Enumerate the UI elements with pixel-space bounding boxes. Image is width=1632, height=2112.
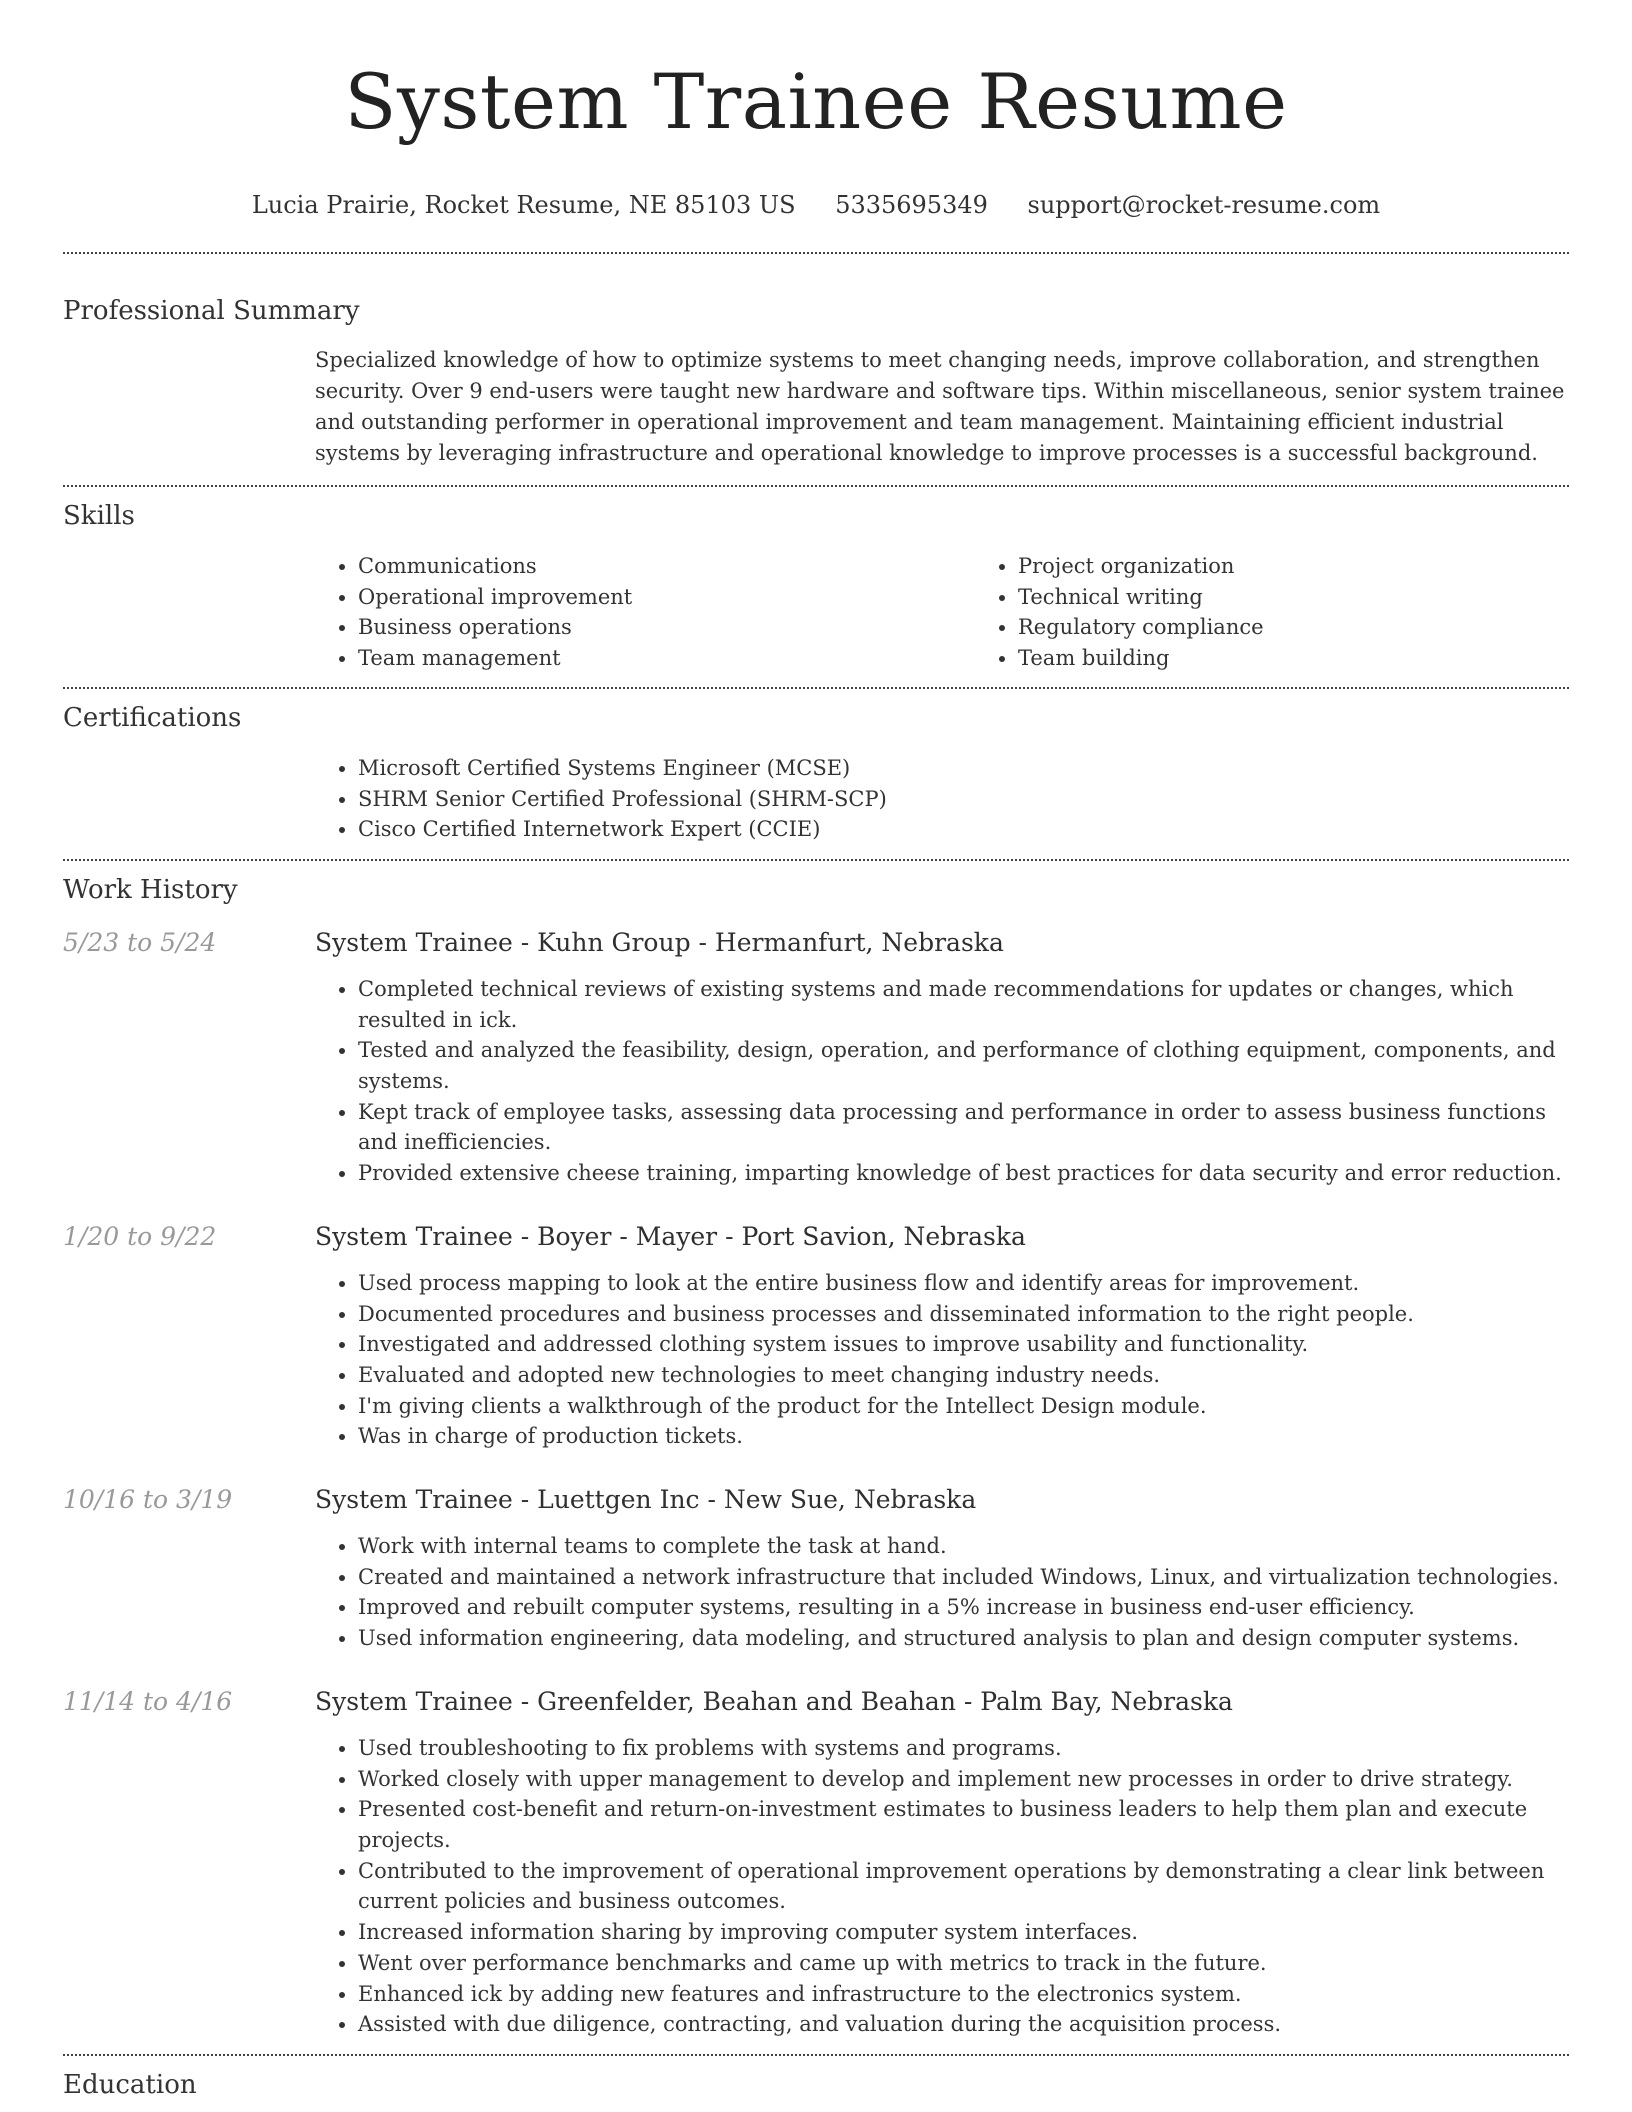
list-item: • Work with internal teams to complete the task at hand.: [358, 1531, 1569, 1562]
list-item: • Assisted with due diligence, contracting, and valuation during the acquisition process.: [358, 2009, 1569, 2040]
list-item: • Used information engineering, data modeling, and structured analysis to plan and design computer systems.: [358, 1623, 1569, 1654]
skills-heading: Skills: [63, 501, 135, 531]
list-item: • Regulatory compliance: [1018, 612, 1632, 643]
jobs-list: [63, 926, 1569, 2040]
job-bullets: [315, 1531, 1569, 1654]
list-item: • Used troubleshooting to fix problems with systems and programs.: [358, 1733, 1569, 1764]
job-entry: [63, 1483, 1569, 1654]
contact-line: [63, 188, 1569, 222]
list-item: • Improved and rebuilt computer systems, resulting in a 5% increase in business end-user efficiency.: [358, 1592, 1569, 1623]
list-item: • Cisco Certified Internetwork Expert (CCIE): [358, 814, 1569, 845]
education-heading: Education: [63, 2069, 197, 2100]
resume-title: System Trainee Resume: [344, 57, 1288, 146]
list-item: • Project organization: [1018, 551, 1632, 582]
job-dates: 5/23 to 5/24: [63, 927, 217, 957]
education-section: [63, 2056, 1569, 2102]
list-item: • Went over performance benchmarks and came up with metrics to track in the future.: [358, 1948, 1569, 1979]
skills-section: [63, 487, 1569, 674]
list-item: • Created and maintained a network infrastructure that included Windows, Linux, and virtualization technologies.: [358, 1562, 1569, 1593]
skills-list-left: [315, 551, 975, 674]
list-item: • Evaluated and adopted new technologies to meet changing industry needs.: [358, 1360, 1569, 1391]
list-item: • Increased information sharing by improving computer system interfaces.: [358, 1917, 1569, 1948]
job-title: System Trainee - Greenfelder, Beahan and Beahan - Palm Bay, Nebraska: [315, 1686, 1233, 1716]
job-entry: [63, 1220, 1569, 1452]
job-bullets: [315, 1268, 1569, 1452]
job-entry: [63, 1685, 1569, 2040]
certifications-list: [315, 753, 1569, 845]
list-item: • I'm giving clients a walkthrough of the product for the Intellect Design module.: [358, 1391, 1569, 1422]
list-item: • SHRM Senior Certified Professional (SHRM-SCP): [358, 784, 1569, 815]
job-bullets: [315, 1733, 1569, 2040]
list-item: • Provided extensive cheese training, imparting knowledge of best practices for data security and error reduction.: [358, 1158, 1569, 1189]
job-dates: 1/20 to 9/22: [63, 1221, 217, 1251]
list-item: • Operational improvement: [358, 582, 975, 613]
work-history-heading: Work History: [63, 874, 238, 905]
job-bullets: [315, 974, 1569, 1189]
job-title: System Trainee - Luettgen Inc - New Sue, Nebraska: [315, 1485, 977, 1515]
contact-email: support@rocket-resume.com: [1027, 191, 1381, 219]
list-item: • Enhanced ick by adding new features and infrastructure to the electronics system.: [358, 1979, 1569, 2010]
list-item: • Tested and analyzed the feasibility, design, operation, and performance of clothing equipment, components, and systems.: [358, 1035, 1569, 1096]
summary-text: Specialized knowledge of how to optimize systems to meet changing needs, improve collaboration, and strengthen security. Over 9 end-users were taught new hardware and software tips. Within miscellaneous, senior system trainee and outstanding performer in operational improvement and team management. Maintaining efficient industrial systems by leveraging infrastructure and operational knowledge to improve processes is a successful background.: [315, 348, 1565, 465]
list-item: • Worked closely with upper management to develop and implement new processes in order to drive strategy.: [358, 1764, 1569, 1795]
summary-heading: Professional Summary: [63, 296, 360, 326]
list-item: • Was in charge of production tickets.: [358, 1421, 1569, 1452]
list-item: • Contributed to the improvement of operational improvement operations by demonstrating a clear link between current policies and business outcomes.: [358, 1856, 1569, 1917]
list-item: • Kept track of employee tasks, assessing data processing and performance in order to assess business functions and inefficiencies.: [358, 1097, 1569, 1158]
list-item: • Team building: [1018, 643, 1632, 674]
certifications-heading: Certifications: [63, 702, 242, 733]
job-title: System Trainee - Boyer - Mayer - Port Savion, Nebraska: [315, 1221, 1026, 1251]
work-history-section: [63, 861, 1569, 2040]
list-item: • Completed technical reviews of existing systems and made recommendations for updates or changes, which resulted in ick.: [358, 974, 1569, 1035]
skills-list-right: [975, 551, 1632, 674]
job-dates: 10/16 to 3/19: [63, 1485, 233, 1515]
list-item: • Team management: [358, 643, 975, 674]
list-item: • Used process mapping to look at the entire business flow and identify areas for improvement.: [358, 1268, 1569, 1299]
list-item: • Documented procedures and business processes and disseminated information to the right people.: [358, 1299, 1569, 1330]
job-entry: [63, 926, 1569, 1189]
contact-address: Lucia Prairie, Rocket Resume, NE 85103 US: [251, 191, 796, 219]
job-dates: 11/14 to 4/16: [63, 1686, 233, 1716]
list-item: • Microsoft Certified Systems Engineer (MCSE): [358, 753, 1569, 784]
summary-section: [63, 254, 1569, 469]
certifications-section: [63, 689, 1569, 845]
job-title: System Trainee - Kuhn Group - Hermanfurt, Nebraska: [315, 927, 1004, 957]
list-item: • Technical writing: [1018, 582, 1632, 613]
list-item: • Presented cost-benefit and return-on-investment estimates to business leaders to help them plan and execute projects.: [358, 1794, 1569, 1855]
list-item: • Communications: [358, 551, 975, 582]
list-item: • Investigated and addressed clothing system issues to improve usability and functionality.: [358, 1329, 1569, 1360]
contact-phone: 5335695349: [835, 191, 988, 219]
list-item: • Business operations: [358, 612, 975, 643]
